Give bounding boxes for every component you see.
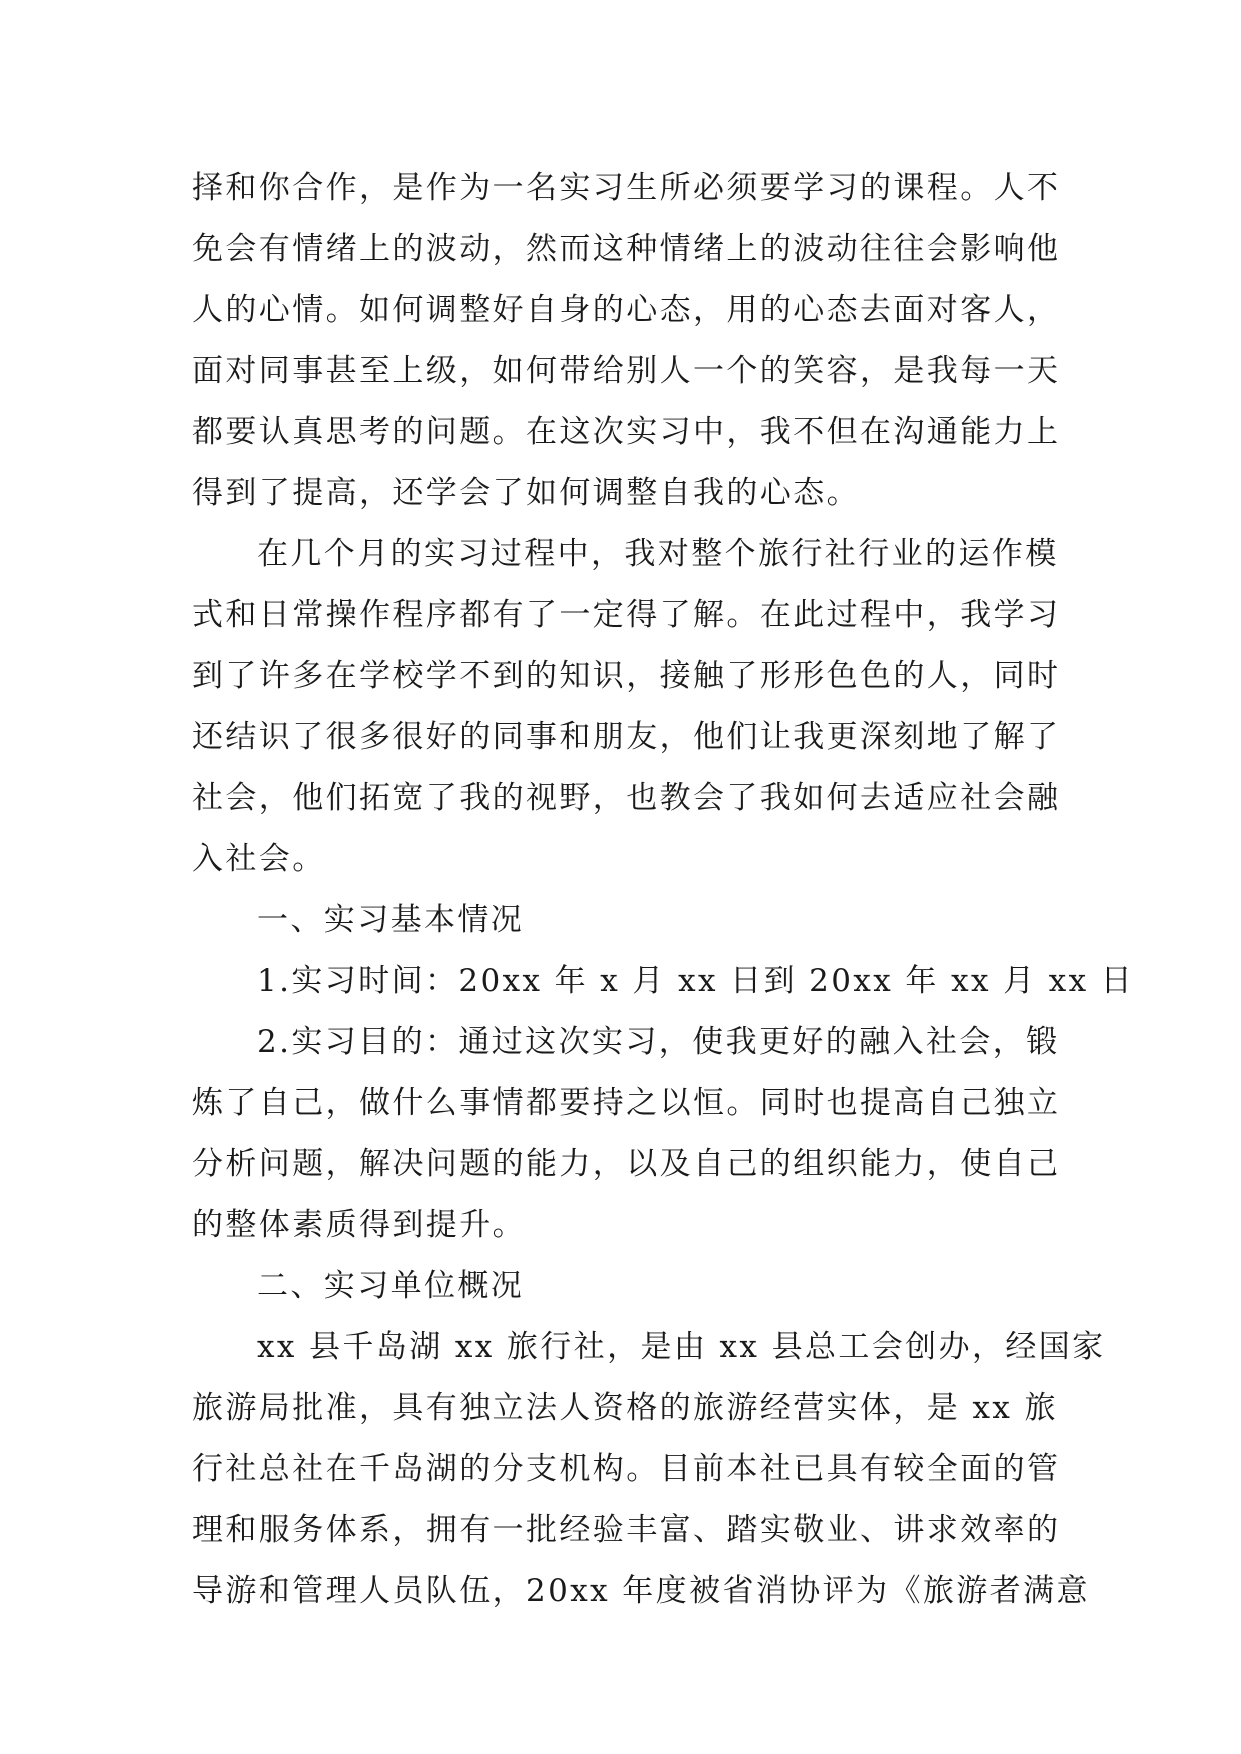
text-line: 2.实习目的：通过这次实习，使我更好的融入社会，锻 bbox=[257, 1024, 1060, 1060]
section-heading: 一、实习基本情况 bbox=[257, 902, 525, 938]
section-heading: 二、实习单位概况 bbox=[257, 1268, 525, 1304]
text-line: 都要认真思考的问题。在这次实习中，我不但在沟通能力上 bbox=[192, 414, 1061, 450]
text-line: 在几个月的实习过程中，我对整个旅行社行业的运作模 bbox=[257, 536, 1059, 572]
text-line: 1.实习时间：20xx 年 x 月 xx 日到 20xx 年 xx 月 xx 日 bbox=[257, 963, 1135, 999]
text-line: 的整体素质得到提升。 bbox=[192, 1207, 526, 1243]
text-line: 到了许多在学校学不到的知识，接触了形形色色的人，同时 bbox=[192, 658, 1061, 694]
text-line: 还结识了很多很好的同事和朋友，他们让我更深刻地了解了 bbox=[192, 719, 1061, 755]
text-line: 人的心情。如何调整好自身的心态，用的心态去面对客人， bbox=[192, 292, 1061, 328]
text-line: 社会，他们拓宽了我的视野，也教会了我如何去适应社会融 bbox=[192, 780, 1061, 816]
text-line: 择和你合作，是作为一名实习生所必须要学习的课程。人不 bbox=[192, 170, 1061, 206]
text-line: 分析问题，解决问题的能力，以及自己的组织能力，使自己 bbox=[192, 1146, 1061, 1182]
text-line: 理和服务体系，拥有一批经验丰富、踏实敬业、讲求效率的 bbox=[192, 1512, 1061, 1548]
text-line: 导游和管理人员队伍，20xx 年度被省消协评为《旅游者满意 bbox=[192, 1573, 1090, 1609]
document-body bbox=[192, 158, 1135, 1622]
text-line: 免会有情绪上的波动，然而这种情绪上的波动往往会影响他 bbox=[192, 231, 1061, 267]
text-line: 面对同事甚至上级，如何带给别人一个的笑容，是我每一天 bbox=[192, 353, 1061, 389]
text-line: 式和日常操作程序都有了一定得了解。在此过程中，我学习 bbox=[192, 597, 1061, 633]
text-line: 入社会。 bbox=[192, 841, 326, 877]
text-line: 得到了提高，还学会了如何调整自我的心态。 bbox=[192, 475, 860, 511]
text-line: xx 县千岛湖 xx 旅行社，是由 xx 县总工会创办，经国家 bbox=[257, 1329, 1106, 1365]
text-line: 旅游局批准，具有独立法人资格的旅游经营实体，是 xx 旅 bbox=[192, 1390, 1058, 1426]
text-line: 行社总社在千岛湖的分支机构。目前本社已具有较全面的管 bbox=[192, 1451, 1061, 1487]
text-line: 炼了自己，做什么事情都要持之以恒。同时也提高自己独立 bbox=[192, 1085, 1061, 1121]
